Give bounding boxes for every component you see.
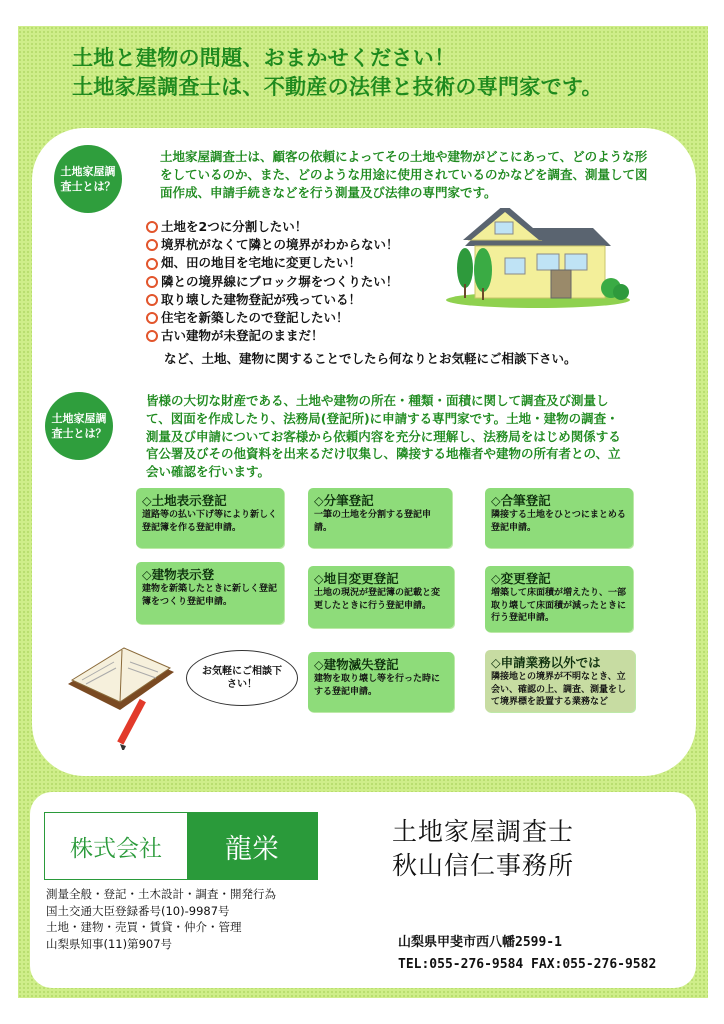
bullet-circle-icon [146,239,158,251]
bullet-circle-icon [146,221,158,233]
logo-right-text: 龍栄 [187,813,317,879]
service-title: ◇土地表示登記 [142,493,227,508]
badge-what-is-1 [54,145,122,213]
house-icon [443,208,633,308]
badge-what-is-2 [45,392,113,460]
service-desc: 道路等の払い下げ等により新しく登記簿を作る登記申請。 [142,510,278,533]
service-card-change-registration [485,566,633,632]
office-contact [398,932,656,976]
bullet-circle-icon [146,276,158,288]
service-desc: 建物を新築したときに新しく登記簿をつくり登記申請。 [142,584,278,607]
headline [72,44,603,102]
list-item: 土地を2つに分割したい！ [146,218,399,236]
description-text: 皆様の大切な財産である、土地や建物の所在・種類・面積に関して調査及び測量して、図面を作成したり、法務局(登記所)に申請する専門家です。土地・建物の調査・測量及び申請についてお客様から依頼内容を充分に理解し、法務局をはじめ関係する官公署及びその他資料を出来るだけ収集し、隣接する地権者や建物の所有者との、立会い確認を行います。 [146,393,621,480]
company-info [46,886,276,952]
book-icon [62,632,182,750]
bubble-text: お気軽にご相談下さい！ [202,666,282,690]
service-desc: 一筆の土地を分割する登記申請。 [314,510,432,533]
company-line: 山梨県知事(11)第907号 [46,936,173,951]
service-card-land-category-change [308,566,454,628]
service-title: ◇合筆登記 [491,493,551,508]
service-card-building-registration [136,562,284,624]
service-card-land-registration [136,488,284,548]
service-title: ◇変更登記 [491,571,551,586]
service-desc: 土地の現況が登記簿の記載と変更したときに行う登記申請。 [314,588,441,611]
service-title: ◇建物表示登 [142,567,215,582]
service-title: ◇建物滅失登記 [314,657,399,672]
list-item: 境界杭がなくて隣との境界がわからない！ [146,236,399,254]
bullet-circle-icon [146,258,158,270]
service-desc: 建物を取り壊し等を行った時にする登記申請。 [314,674,441,697]
service-card-other-work [485,650,635,712]
house-illustration [443,208,633,308]
company-line: 国土交通大臣登録番号(10)-9987号 [46,903,230,918]
closing-text: など、土地、建物に関することでしたら何なりとお気軽にご相談下さい。 [164,351,577,366]
service-desc: 隣接地との境界が不明なとき、立会い、確認の上、調査、測量をして境界標を設置する業務など [491,672,627,707]
office-name [392,815,574,883]
service-desc: 隣接する土地をひとつにまとめる登記申請。 [491,510,626,533]
badge-label: 土地家屋調査士とは？ [60,165,116,193]
bullet-circle-icon [146,330,158,342]
company-line: 土地・建物・売買・賃貸・仲介・管理 [46,920,242,934]
list-item: 畑、田の地目を宅地に変更したい！ [146,254,399,272]
service-card-subdivision [308,488,452,548]
speech-bubble [186,650,298,706]
service-title: ◇地目変更登記 [314,571,399,586]
list-item: 取り壊した建物登記が残っている！ [146,291,399,309]
list-item: 隣との境界線にブロック塀をつくりたい！ [146,273,399,291]
bullet-circle-icon [146,294,158,306]
list-item: 古い建物が未登記のままだ！ [146,327,399,345]
service-desc: 増築して床面積が増えたり、一部取り壊して床面積が減ったときに行う登記申請。 [491,588,627,623]
office-phone-fax: TEL:055-276-9584 FAX:055-276-9582 [398,957,657,972]
headline-line-2: 土地家屋調査士は、不動産の法律と技術の専門家です。 [72,75,603,99]
badge-label: 土地家屋調査士とは？ [51,412,107,440]
bullet-circle-icon [146,312,158,324]
logo-left-text: 株式会社 [70,835,162,862]
headline-line-1: 土地と建物の問題、おまかせください！ [72,46,456,70]
service-title: ◇分筆登記 [314,493,374,508]
company-line: 測量全般・登記・土木設計・調査・開発行為 [46,887,276,901]
list-item: 住宅を新築したので登記したい！ [146,309,399,327]
office-line-1: 土地家屋調査士 [392,817,575,846]
office-line-2: 秋山信仁事務所 [392,851,575,880]
service-card-merger [485,488,633,548]
office-address: 山梨県甲斐市西八幡2599-1 [398,935,562,950]
book-pencil-illustration [62,632,182,750]
needs-list [146,218,399,345]
company-logo [44,812,318,880]
service-title: ◇申請業務以外では [491,655,601,670]
service-card-building-demolition [308,652,454,712]
intro-text: 土地家屋調査士は、顧客の依頼によってその土地や建物がどこにあって、どのような形をしているのか、また、どのような用途に使用されているのかなどを調査、測量して図面作成、申請手続きなどを行う測量及び法律の専門家です。 [160,149,648,200]
